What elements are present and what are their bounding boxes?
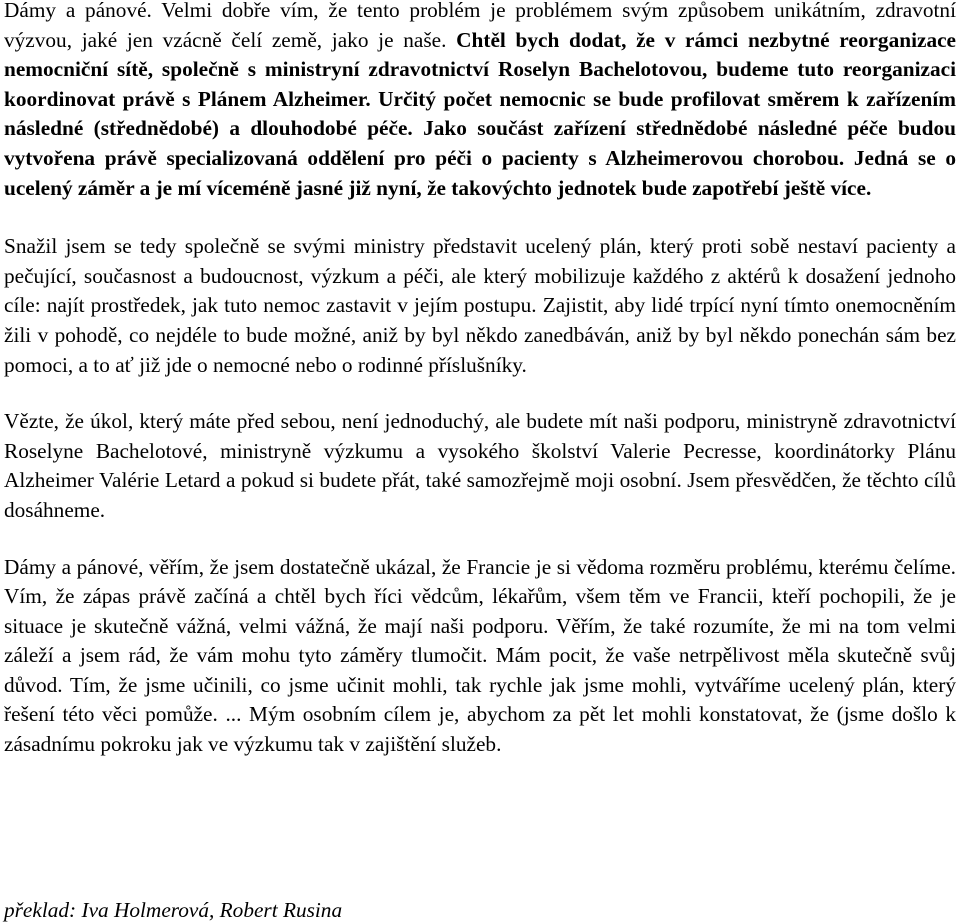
paragraph-spacer: [4, 526, 956, 553]
paragraph-4: Dámy a pánové, věřím, že jsem dostatečně ukázal, že Francie je si vědoma rozměru problému, kterému čelíme. Vím, že zápas právě začíná a chtěl bych říci vědcům, lékařům, všem těm ve Francii, kteří pochopili, že je situace je skutečně vážná, velmi vážná, že mají naši podporu. Věřím, že také rozumíte, že mi na tom velmi záleží a jsem rád, že vám mohu tyto záměry tlumočit. Mám pocit, že vaše netrpělivost měla skutečně svůj důvod. Tím, že jsme učinili, co jsme učinit mohli, tak rychle jak jsme mohli, vytváříme ucelený plán, který řešení této věci pomůže. ... Mým osobním cílem je, abychom za pět let mohli konstatovat, že (jsme došlo k zásadnímu pokroku jak ve výzkumu tak v zajištění služeb.: [4, 554, 956, 757]
paragraph-3: Vězte, že úkol, který máte před sebou, není jednoduchý, ale budete mít naši podporu, ministryně zdravotnictví Roselyne Bachelotové, ministryně výzkumu a vysokého školství Valerie Pecresse, koordinátorky Plánu Alzheimer Valérie Letard a pokud si budete přát, také samozřejmě moji osobní. Jsem přesvědčen, že těchto cílů dosáhneme.: [4, 409, 956, 522]
paragraph-spacer: [4, 203, 956, 232]
paragraph-2: Snažil jsem se tedy společně se svými ministry představit ucelený plán, který proti sobě nestaví pacienty a pečující, současnost a budoucnost, výzkum a péči, ale který mobilizuje každého z aktérů k dosažení jednoho cíle: najít prostředek, jak tuto nemoc zastavit v jejím postupu. Zajistit, aby lidé trpící nyní tímto onemocněním žili v pohodě, co nejdéle to bude možné, aniž by byl někdo zanedbáván, aniž by byl někdo ponechán sám bez pomoci, a to ať již jde o nemocné nebo o rodinné příslušníky.: [4, 234, 956, 377]
paragraph-1: [4, 0, 956, 203]
translation-credit: překlad: Iva Holmerová, Robert Rusina: [4, 898, 343, 922]
document-page: [4, 0, 956, 760]
paragraph-spacer: [4, 380, 956, 407]
paragraph-1-bold-text: Chtěl bych dodat, že v rámci nezbytné reorganizace nemocniční sítě, společně s ministryní zdravotnictví Roselyn Bachelotovou, budeme tuto reorganizaci koordinovat právě s Plánem Alzheimer. Určitý počet nemocnic se bude profilovat směrem k zařízením následné (střednědobé) a dlouhodobé péče. Jako součást zařízení střednědobé následné péče budou vytvořena právě specializovaná oddělení pro péči o pacienty s Alzheimerovou chorobou. Jedná se o ucelený záměr a je mí víceméně jasné již nyní, že takovýchto jednotek bude zapotřebí ještě více.: [4, 27, 956, 200]
paragraph-1-normal-text: Dámy a pánové. Velmi dobře vím, že tento problém je problémem svým způsobem unikátním, zdravotní výzvou, jaké jen vzácně čelí země, jako je naše.: [4, 0, 956, 52]
